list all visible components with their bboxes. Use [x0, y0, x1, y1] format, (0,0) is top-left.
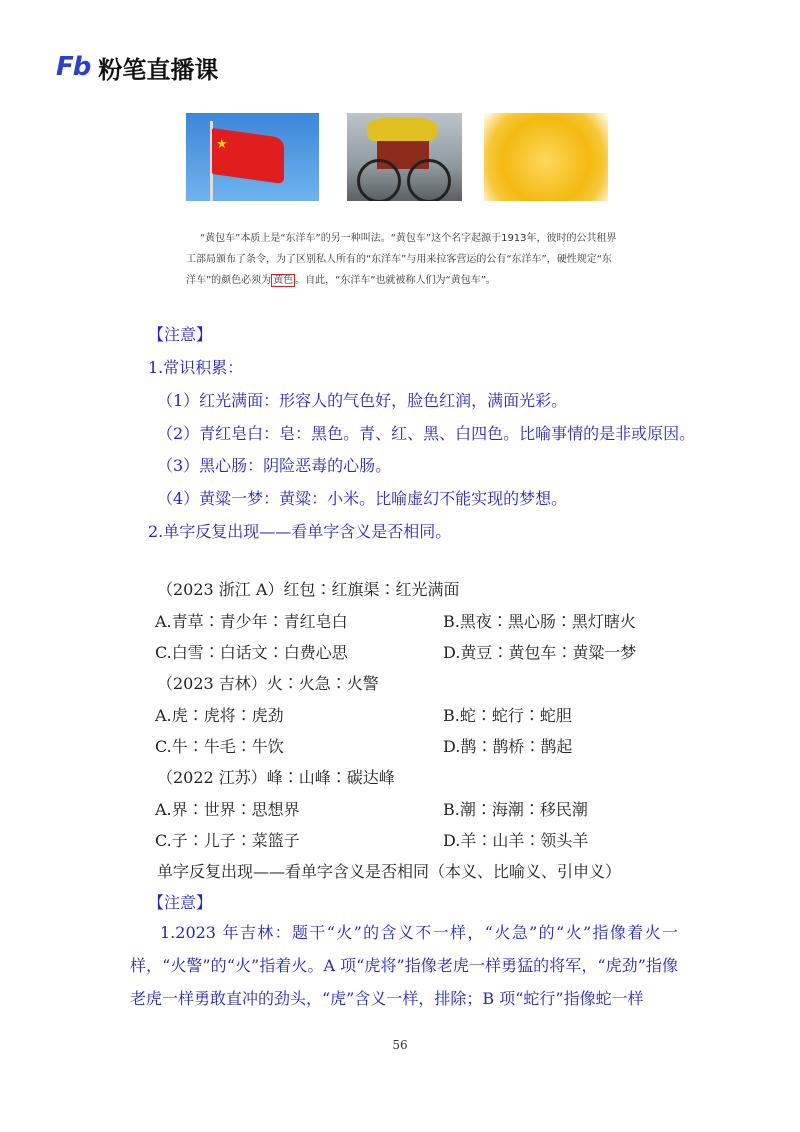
option-c: C.牛∶牛毛∶牛饮: [155, 737, 284, 756]
option-c: C.子∶儿子∶菜篮子: [155, 831, 300, 850]
caption-text: “黄包车”本质上是“东洋车”的另一种叫法。“黄包车”这个名字起源于1913年，彼时的公共租界工部局颁布了条令，为了区别私人所有的“东洋车”与用来拉客营运的公有“东洋车”，硬性规定“东洋车”的颜色必须为: [186, 233, 617, 286]
millet-photo: [484, 113, 608, 201]
logo: [56, 50, 218, 84]
question-stem: （2023 吉林）火∶火急∶火警: [157, 674, 379, 693]
caption-text: 。自此，“东洋车”也就被称人们为“黄包车”。: [295, 275, 496, 286]
option-c: C.白雪∶白话文∶白费心思: [155, 643, 348, 662]
summary-line: 单字反复出现——看单字含义是否相同（本义、比喻义、引申义）: [157, 862, 622, 881]
logo-text: 粉笔直播课: [98, 55, 219, 84]
note-item: （2）青红皂白：皂：黑色。青、红、黑、白四色。比喻事情的是非或原因。: [157, 424, 696, 443]
rickshaw-wheel: [357, 159, 401, 201]
option-d: D.羊∶山羊∶领头羊: [443, 831, 589, 850]
note-heading: 【注意】: [148, 325, 213, 344]
option-d: D.鹊∶鹊桥∶鹊起: [443, 737, 573, 756]
question-stem: （2022 江苏）峰∶山峰∶碳达峰: [157, 768, 395, 787]
note-item: 2.单字反复出现——看单字含义是否相同。: [148, 522, 452, 541]
caption-highlight: 黄色: [273, 275, 294, 286]
option-b: B.潮∶海潮∶移民潮: [443, 800, 588, 819]
note-item: （4）黄粱一梦：黄粱：小米。比喻虚幻不能实现的梦想。: [157, 489, 568, 508]
note-item: 1.常识积累：: [148, 358, 244, 377]
star-icon: ★: [216, 137, 228, 152]
option-a: A.青草∶青少年∶青红皂白: [155, 612, 348, 631]
note-paragraph: 1.2023 年吉林：题干“火”的含义不一样，“火急”的“火”指像着火一样，“火警”的“火”指着火。A 项“虎将”指像老虎一样勇猛的将军，“虎劲”指像老虎一样勇敢直冲的劲头，“虎”含义一样，排除；B 项“蛇行”指像蛇一样: [130, 923, 678, 1008]
note-heading: 【注意】: [148, 893, 213, 912]
note-item: （3）黑心肠：阴险恶毒的心肠。: [157, 456, 392, 475]
flag-photo: [186, 113, 319, 201]
page-number: 56: [392, 1038, 408, 1052]
option-a: A.界∶世界∶思想界: [155, 800, 300, 819]
note-item: （1）红光满面：形容人的气色好，脸色红润，满面光彩。: [157, 391, 568, 410]
image-caption: [186, 228, 618, 291]
option-d: D.黄豆∶黄包车∶黄粱一梦: [443, 643, 637, 662]
option-b: B.蛇∶蛇行∶蛇胆: [443, 706, 572, 725]
option-a: A.虎∶虎将∶虎劲: [155, 706, 284, 725]
option-b: B.黑夜∶黑心肠∶黑灯瞎火: [443, 612, 636, 631]
rickshaw-wheel: [407, 159, 451, 201]
rickshaw-canopy: [367, 117, 437, 141]
rickshaw-photo: [347, 113, 462, 201]
question-stem: （2023 浙江 A）红包∶红旗渠∶红光满面: [157, 580, 460, 599]
logo-mark: Fb: [56, 52, 91, 82]
